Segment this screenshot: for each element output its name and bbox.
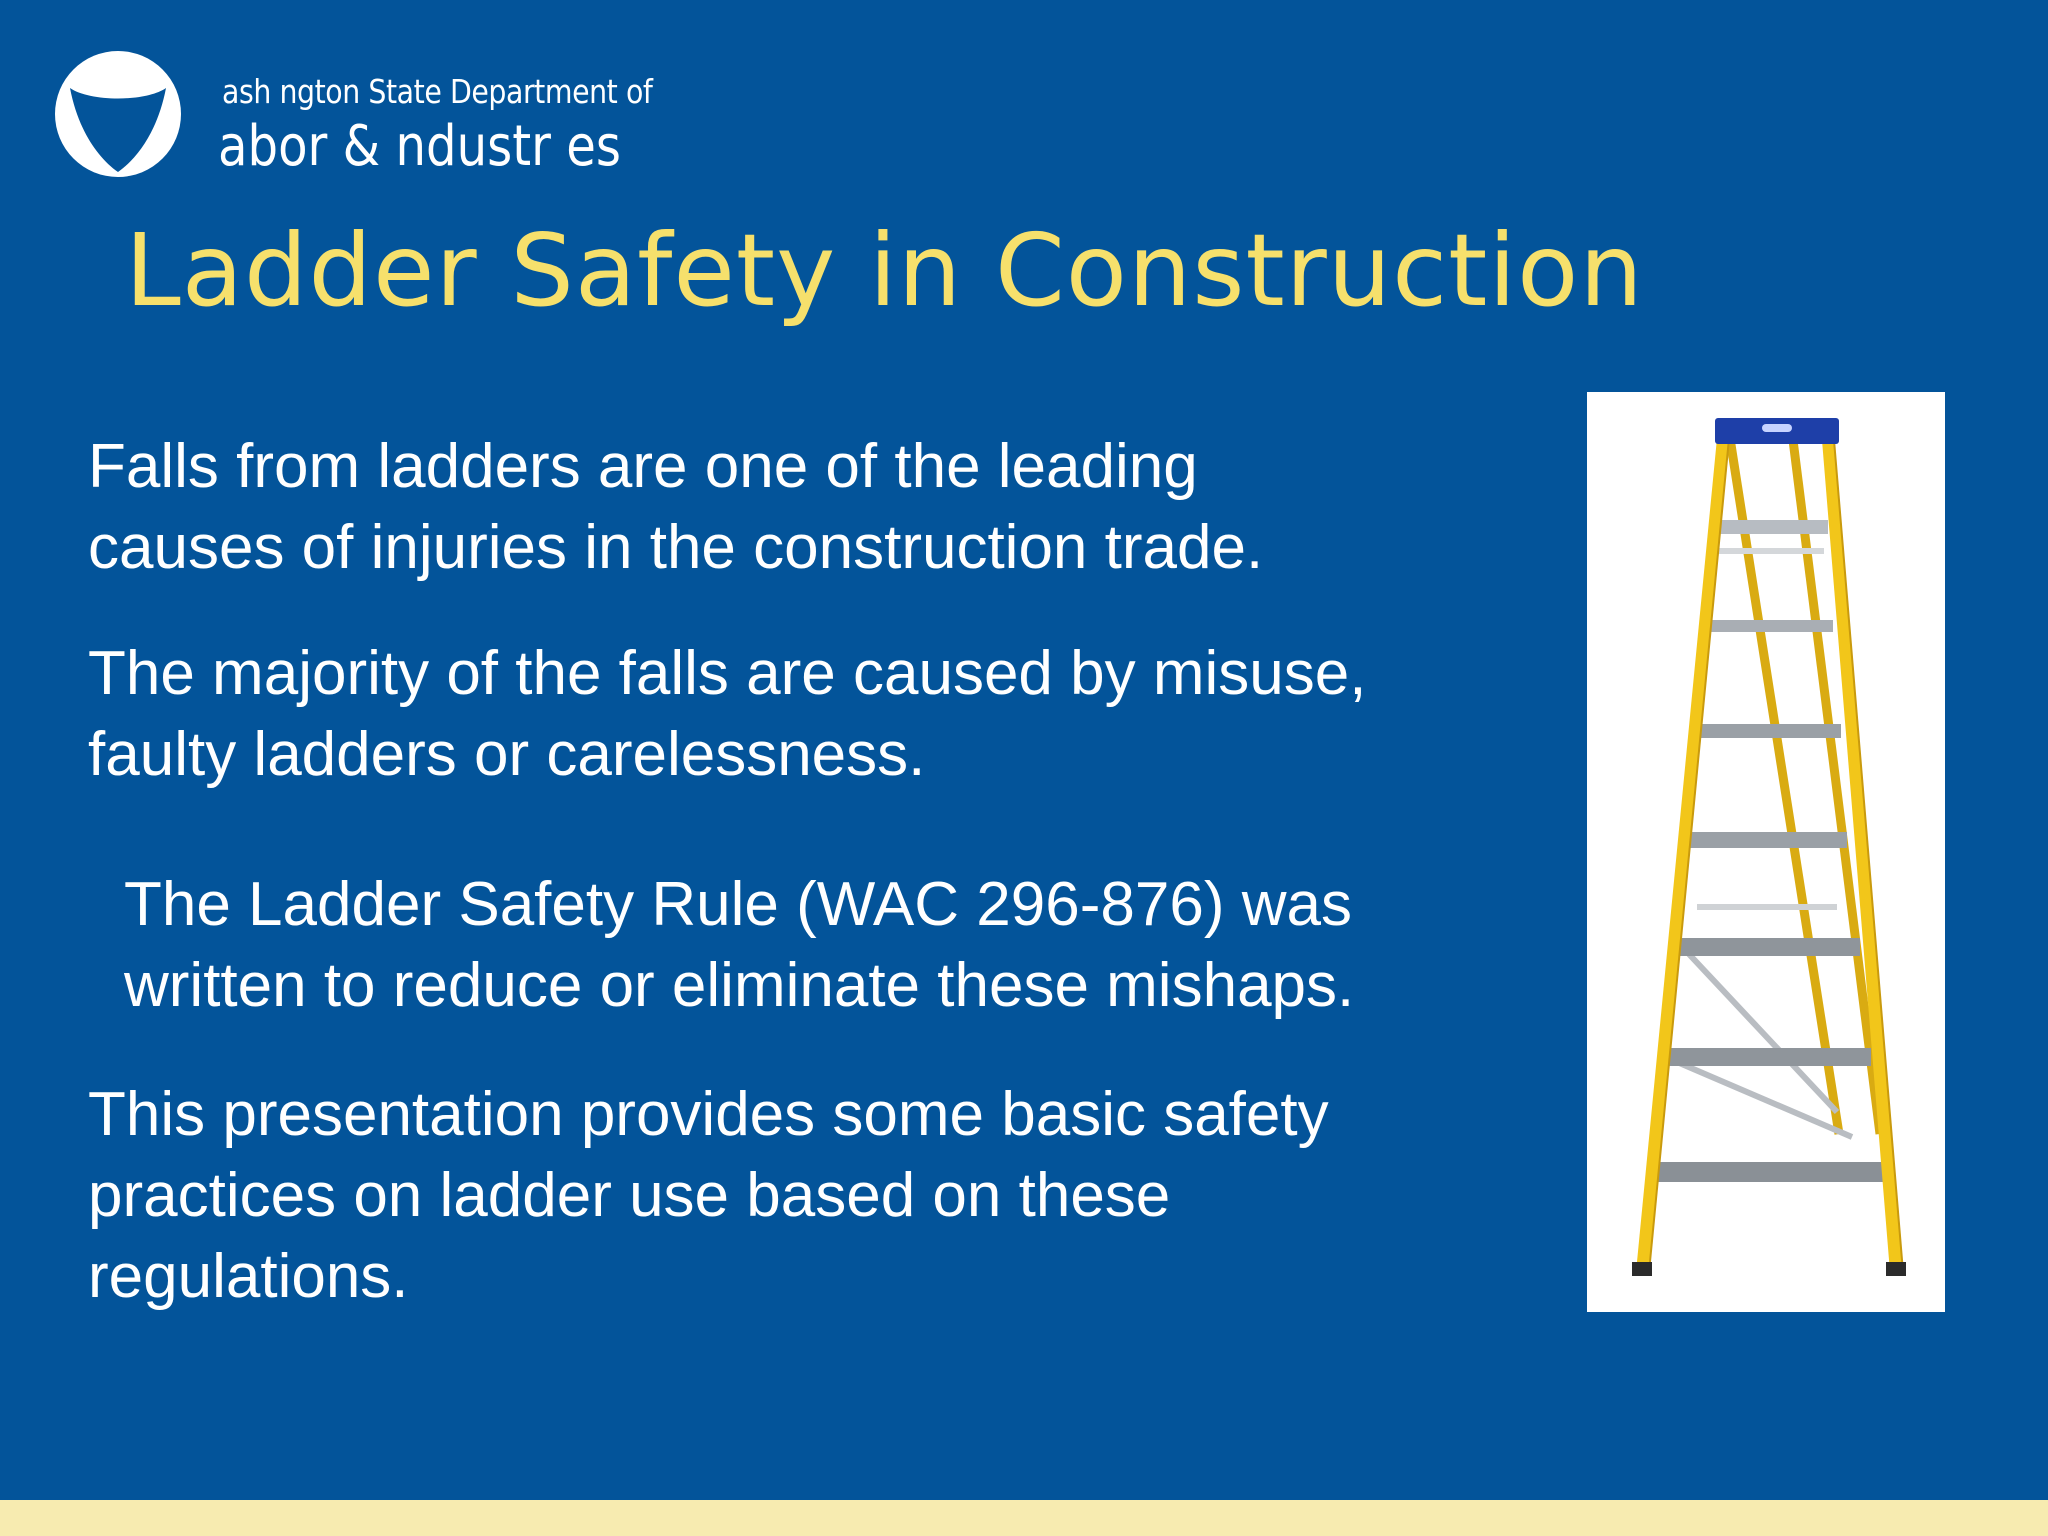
paragraph-falls-leading-causes — [88, 426, 1263, 588]
text-line: faulty ladders or carelessness. — [88, 720, 926, 789]
organization-name-line2: abor & ndustr es — [218, 114, 621, 179]
text-line: practices on ladder use based on these — [88, 1161, 1171, 1230]
paragraph-safety-rule — [124, 864, 1354, 1026]
ladder-illustration — [1587, 392, 1945, 1312]
text-line: The majority of the falls are caused by misuse, — [88, 639, 1367, 708]
text-line: regulations. — [88, 1242, 409, 1311]
paragraph-presentation-purpose — [88, 1074, 1329, 1317]
organization-name-line1: ash ngton State Department of — [222, 72, 653, 111]
text-line: This presentation provides some basic safety — [88, 1080, 1329, 1149]
text-line: The Ladder Safety Rule (WAC 296-876) was — [124, 870, 1352, 939]
paragraph-falls-causes — [88, 633, 1366, 795]
text-line: causes of injuries in the construction trade. — [88, 513, 1264, 582]
text-line: written to reduce or eliminate these mishaps. — [124, 951, 1355, 1020]
slide-title: Ladder Safety in Construction — [125, 212, 1644, 329]
footer-band — [0, 1500, 2048, 1536]
ladder-photo — [1587, 392, 1945, 1312]
text-line: Falls from ladders are one of the leading — [88, 432, 1198, 501]
lni-logo-icon — [50, 50, 186, 178]
